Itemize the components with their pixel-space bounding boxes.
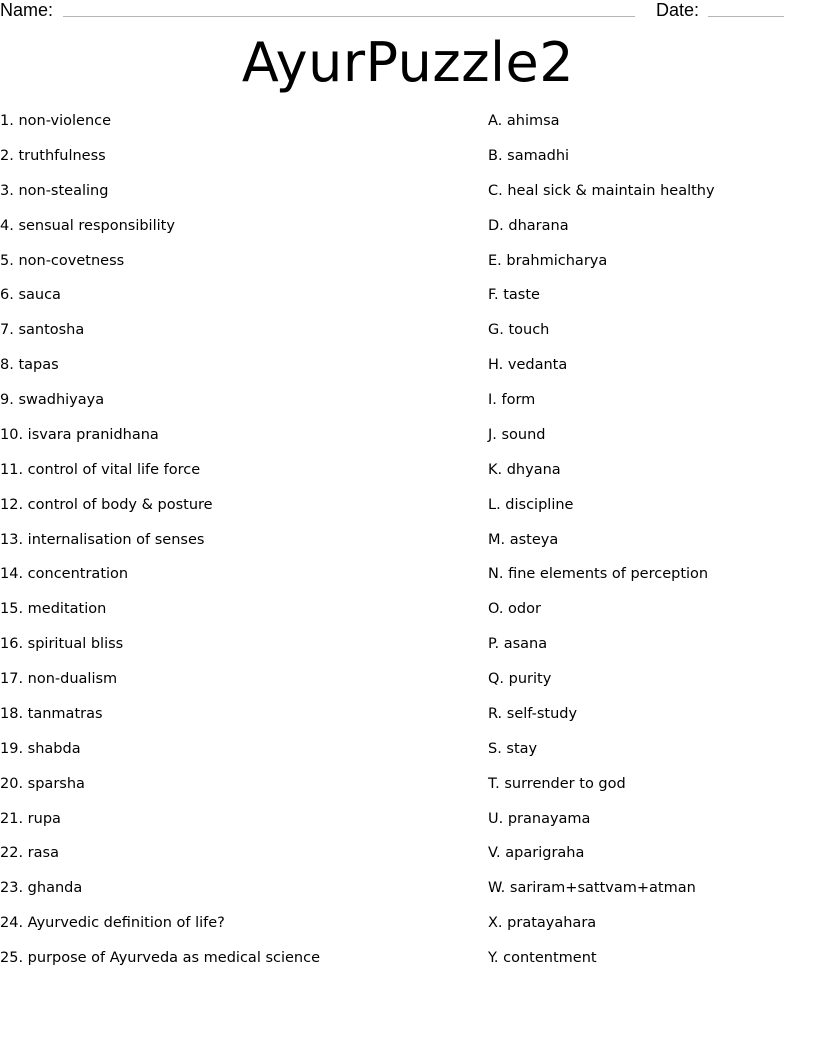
term-item: 4. sensual responsibility: [0, 217, 175, 234]
definition-item: G. touch: [488, 322, 550, 339]
definition-item: A. ahimsa: [488, 113, 560, 129]
definition-item: M. asteya: [488, 531, 559, 548]
term-item: 15. meditation: [0, 601, 107, 618]
definition-item: O. odor: [488, 601, 541, 618]
page-title: AyurPuzzle2: [241, 31, 575, 94]
definition-item: B. samadhi: [488, 147, 570, 164]
definition-item: R. self-study: [488, 705, 578, 722]
definition-item: H. vedanta: [488, 357, 568, 374]
term-item: 3. non-stealing: [0, 182, 109, 199]
worksheet-header: [0, 0, 816, 22]
definition-item: L. discipline: [488, 496, 574, 513]
term-item: 5. non-covetness: [0, 252, 125, 269]
definition-item: Q. purity: [488, 671, 552, 687]
term-item: 9. swadhiyaya: [0, 392, 105, 408]
term-item: 1. non-violence: [0, 113, 112, 129]
definition-item: K. dhyana: [488, 461, 561, 478]
term-item: 20. sparsha: [0, 775, 85, 792]
term-item: 7. santosha: [0, 322, 85, 339]
term-item: 12. control of body & posture: [0, 496, 213, 513]
term-item: 10. isvara pranidhana: [0, 426, 159, 443]
definition-item: E. brahmicharya: [488, 252, 608, 269]
term-item: 19. shabda: [0, 740, 81, 757]
date-blank-line: [708, 16, 784, 17]
definition-item: X. pratayahara: [488, 915, 597, 932]
definition-item: W. sariram+sattvam+atman: [488, 880, 696, 897]
definitions-column: [488, 112, 808, 984]
term-item: 14. concentration: [0, 566, 129, 583]
term-item: 17. non-dualism: [0, 671, 118, 687]
definition-item: Y. contentment: [488, 950, 597, 966]
definition-item: I. form: [488, 392, 536, 408]
definition-item: N. fine elements of perception: [488, 566, 709, 583]
term-item: 2. truthfulness: [0, 147, 106, 164]
term-item: 18. tanmatras: [0, 705, 103, 722]
term-item: 11. control of vital life force: [0, 461, 201, 478]
terms-column: [0, 112, 470, 984]
term-item: 24. Ayurvedic definition of life?: [0, 915, 225, 932]
definition-item: V. aparigraha: [488, 845, 585, 862]
definition-item: P. asana: [488, 636, 548, 653]
definition-item: S. stay: [488, 740, 538, 757]
term-item: 21. rupa: [0, 810, 61, 827]
term-item: 8. tapas: [0, 357, 59, 374]
name-blank-line: [63, 16, 635, 17]
definition-item: D. dharana: [488, 217, 569, 234]
definition-item: F. taste: [488, 287, 540, 304]
definition-item: T. surrender to god: [488, 775, 626, 792]
term-item: 13. internalisation of senses: [0, 531, 205, 548]
name-label: Name:: [0, 0, 54, 20]
term-item: 16. spiritual bliss: [0, 636, 124, 653]
definition-item: U. pranayama: [488, 810, 591, 827]
definition-item: C. heal sick & maintain healthy: [488, 182, 715, 199]
term-item: 25. purpose of Ayurveda as medical science: [0, 950, 321, 966]
date-label: Date:: [656, 0, 700, 20]
term-item: 23. ghanda: [0, 880, 83, 897]
definition-item: J. sound: [488, 426, 546, 443]
term-item: 6. sauca: [0, 287, 61, 304]
term-item: 22. rasa: [0, 845, 59, 862]
